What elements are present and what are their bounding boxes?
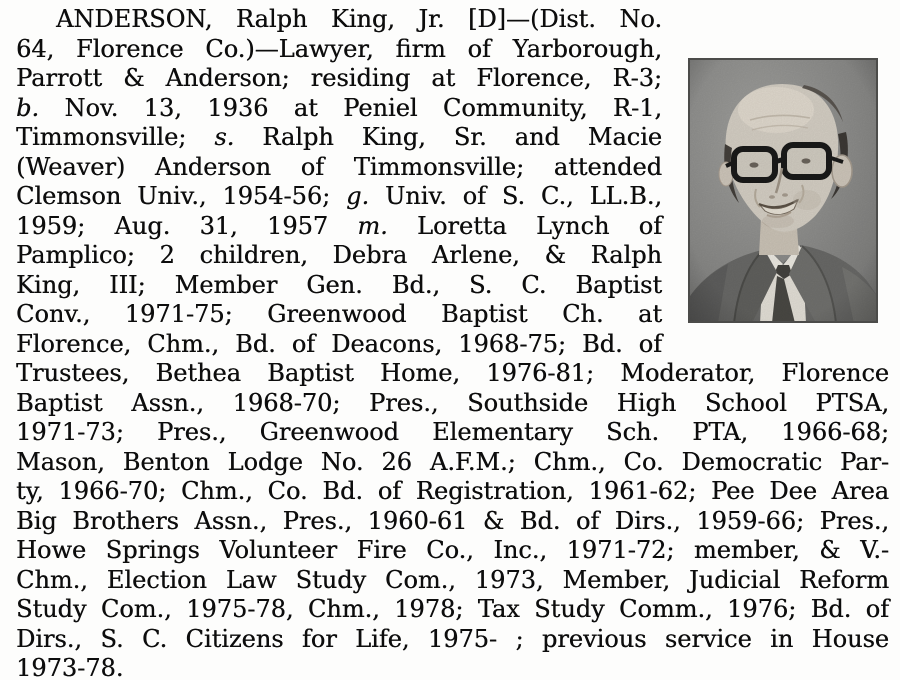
portrait-photo xyxy=(688,58,878,323)
bio-line: b. Nov. 13, 1936 at Peniel Community, R-1, xyxy=(16,93,662,122)
portrait-illustration xyxy=(688,58,878,323)
bio-line: Howe Springs Volunteer Fire Co., Inc., 1971-72; member, & V.- xyxy=(16,536,889,564)
bio-line: Big Brothers Assn., Pres., 1960-61 & Bd. of Dirs., 1959-66; Pres., xyxy=(16,506,889,535)
bio-line: Pamplico; 2 children, Debra Arlene, & Ralph xyxy=(16,241,662,269)
bio-line: 64, Florence Co.)—Lawyer, firm of Yarborough, xyxy=(16,34,662,63)
bio-line: King, III; Member Gen. Bd., S. C. Baptist xyxy=(16,270,662,299)
bio-line: 1971-73; Pres., Greenwood Elementary Sch. PTA, 1966-68; xyxy=(16,418,889,446)
bio-line: Dirs., S. C. Citizens for Life, 1975- ; previous service in House xyxy=(16,624,889,653)
bio-line: Chm., Election Law Study Com., 1973, Member, Judicial Reform xyxy=(16,565,889,594)
bio-full-column xyxy=(16,359,889,680)
bio-line: Timmonsville; s. Ralph King, Sr. and Macie xyxy=(16,123,662,151)
bio-line: Parrott & Anderson; residing at Florence, R-3; xyxy=(16,64,662,92)
bio-line: Mason, Benton Lodge No. 26 A.F.M.; Chm., Co. Democratic Par- xyxy=(16,447,889,476)
bio-line: Conv., 1971-75; Greenwood Baptist Ch. at xyxy=(16,300,662,328)
bio-narrow-column xyxy=(16,5,662,359)
bio-line: Florence, Chm., Bd. of Deacons, 1968-75; Bd. of xyxy=(16,329,662,358)
bio-line: ty, 1966-70; Chm., Co. Bd. of Registration, 1961-62; Pee Dee Area xyxy=(16,477,889,505)
bio-line: Baptist Assn., 1968-70; Pres., Southside High School PTSA, xyxy=(16,388,889,417)
bio-line: ANDERSON, Ralph King, Jr. [D]—(Dist. No. xyxy=(56,5,662,33)
bio-line: 1959; Aug. 31, 1957 m. Loretta Lynch of xyxy=(16,211,662,240)
bio-line: 1973-78. xyxy=(16,654,124,680)
bio-line: Study Com., 1975-78, Chm., 1978; Tax Study Comm., 1976; Bd. of xyxy=(16,595,889,623)
bio-line: Trustees, Bethea Baptist Home, 1976-81; Moderator, Florence xyxy=(16,359,889,387)
bio-line: (Weaver) Anderson of Timmonsville; attended xyxy=(16,152,662,181)
bio-line: Clemson Univ., 1954-56; g. Univ. of S. C., LL.B., xyxy=(16,182,662,210)
